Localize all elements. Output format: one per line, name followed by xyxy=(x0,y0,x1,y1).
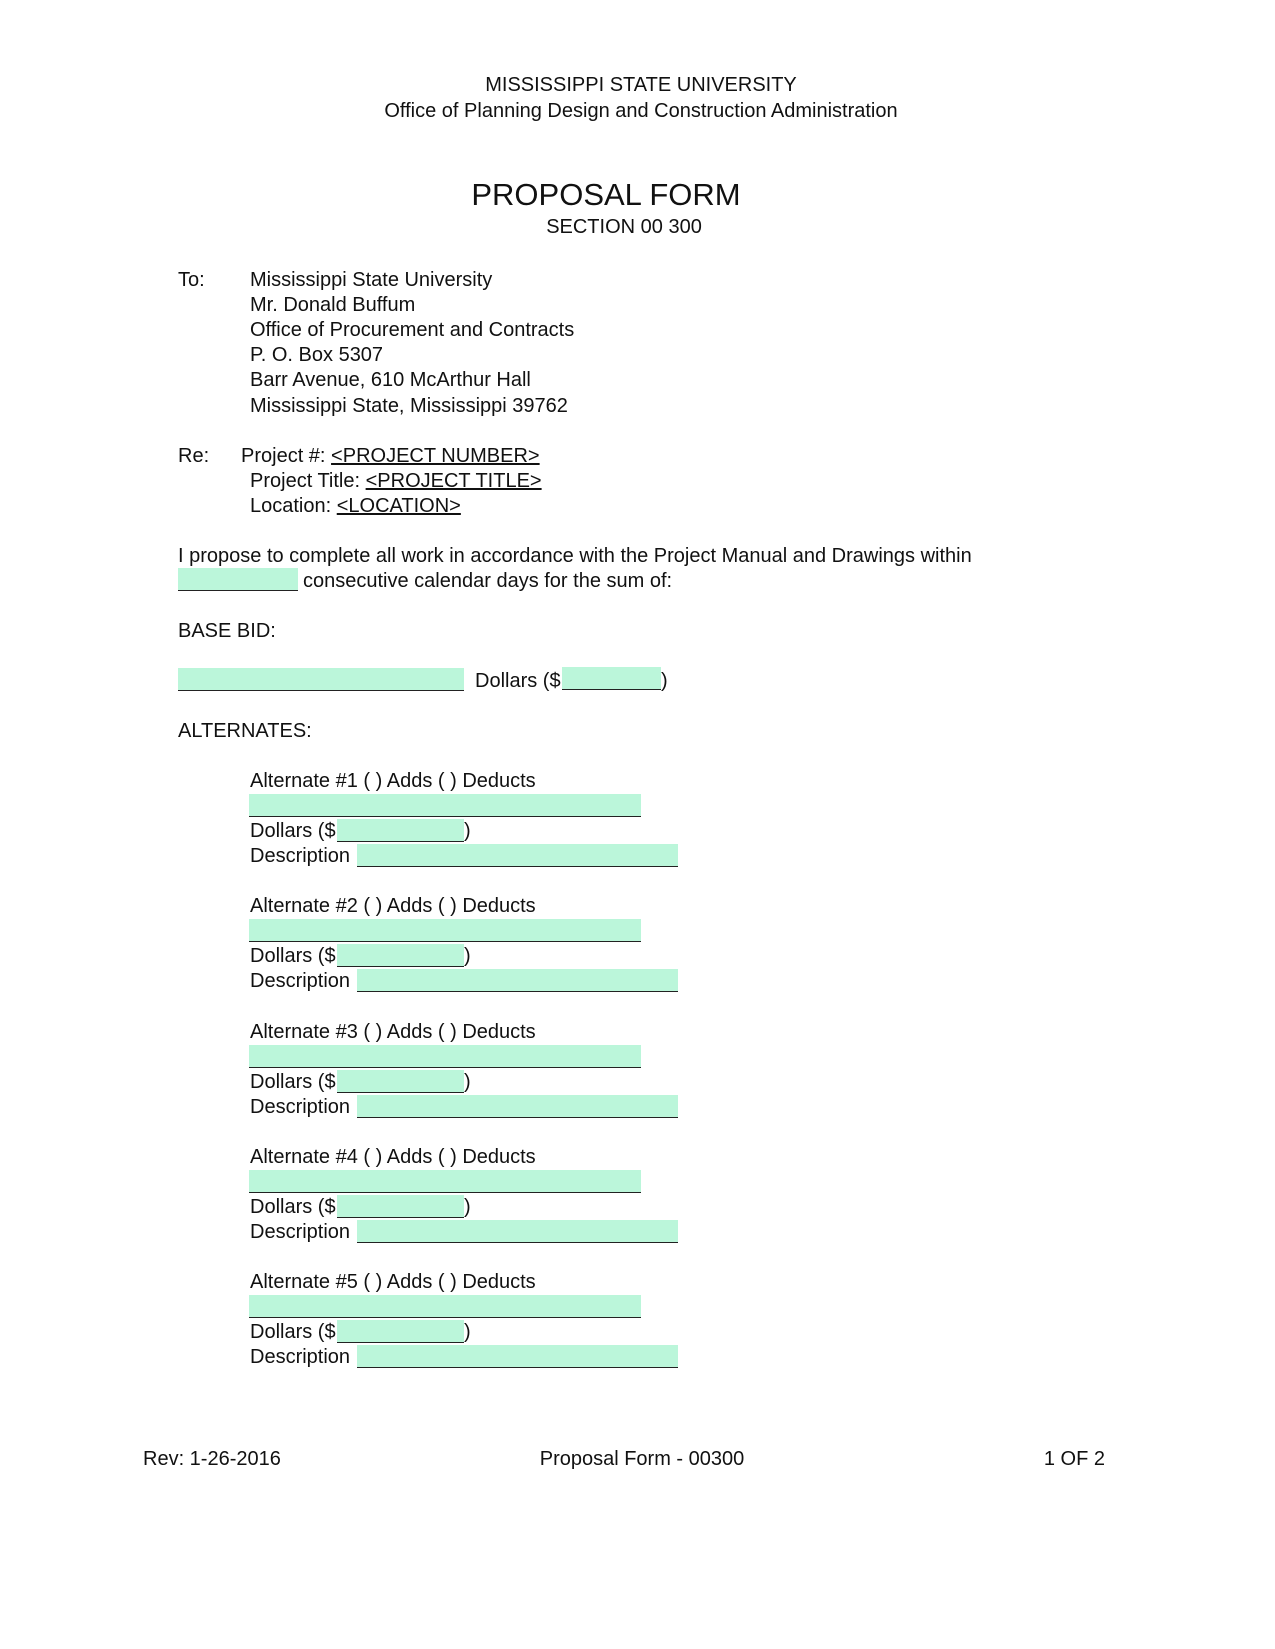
alternate-dollars-label: Dollars ($ xyxy=(250,1195,336,1218)
alternate-description-field[interactable] xyxy=(357,1345,678,1368)
alternate-dollars-field[interactable] xyxy=(337,819,464,842)
alternate-dollars-field[interactable] xyxy=(337,1320,464,1343)
alternate-description-field[interactable] xyxy=(357,969,678,992)
alternate-2 xyxy=(0,894,1275,1019)
project-number-line xyxy=(241,444,540,468)
project-title-line xyxy=(250,469,542,493)
paren: ) xyxy=(464,1070,471,1093)
section-number: SECTION 00 300 xyxy=(546,216,702,238)
alternate-description-field[interactable] xyxy=(357,1220,678,1243)
paren: ) xyxy=(464,1195,471,1218)
alternates-label: ALTERNATES: xyxy=(178,720,312,742)
project-title: <PROJECT TITLE> xyxy=(365,470,542,492)
paren: ) xyxy=(464,820,471,842)
alternate-dollars-label: Dollars ($ xyxy=(250,1321,336,1344)
page-title: PROPOSAL FORM xyxy=(471,177,741,212)
alternate-4 xyxy=(0,1145,1275,1270)
alternate-amount-words-field[interactable] xyxy=(249,919,641,942)
alternate-dollars-label: Dollars ($ xyxy=(250,945,336,968)
alternate-dollars-field[interactable] xyxy=(337,944,464,967)
alternate-dollars-field[interactable] xyxy=(337,1070,464,1093)
to-label: To: xyxy=(178,269,205,291)
alternate-description-field[interactable] xyxy=(357,1095,678,1118)
alternate-amount-words-field[interactable] xyxy=(249,1045,641,1068)
alternate-5 xyxy=(0,1270,1275,1395)
alternate-description-label: Description xyxy=(250,1220,351,1243)
alternate-dollars-field[interactable] xyxy=(337,1195,464,1218)
to-line: Office of Procurement and Contracts xyxy=(250,319,575,341)
alternate-amount-words-field[interactable] xyxy=(249,794,641,817)
base-bid-label: BASE BID: xyxy=(178,620,276,642)
alternate-title: Alternate #5 ( ) Adds ( ) Deducts xyxy=(250,1271,536,1294)
to-line: Mississippi State University xyxy=(250,269,493,291)
alternate-amount-words-field[interactable] xyxy=(249,1170,641,1193)
footer-page-number: 1 OF 2 xyxy=(1043,1448,1105,1470)
paren: ) xyxy=(464,945,471,968)
location-label: Location: xyxy=(250,495,337,517)
alternate-description-label: Description xyxy=(250,1095,351,1118)
alternate-title: Alternate #3 ( ) Adds ( ) Deducts xyxy=(250,1020,536,1043)
paren: ) xyxy=(661,670,668,692)
alternate-1 xyxy=(0,769,1275,894)
to-line: Barr Avenue, 610 McArthur Hall xyxy=(250,369,531,391)
office-name: Office of Planning Design and Construction Administration xyxy=(384,100,898,122)
base-bid-words-field[interactable] xyxy=(178,668,464,691)
university-name: MISSISSIPPI STATE UNIVERSITY xyxy=(485,74,797,96)
alternate-title: Alternate #1 ( ) Adds ( ) Deducts xyxy=(250,770,536,792)
alternate-dollars-label: Dollars ($ xyxy=(250,820,336,842)
alternate-description-label: Description xyxy=(250,845,351,867)
base-bid-amount-field[interactable] xyxy=(562,667,661,690)
base-bid-dollars-label: Dollars ($ xyxy=(475,670,561,692)
alternate-amount-words-field[interactable] xyxy=(249,1295,641,1318)
footer-title: Proposal Form - 00300 xyxy=(539,1448,745,1470)
to-line: P. O. Box 5307 xyxy=(250,344,384,366)
alternate-description-label: Description xyxy=(250,970,351,993)
project-title-label: Project Title: xyxy=(250,470,366,492)
alternate-3 xyxy=(0,1020,1275,1145)
paren: ) xyxy=(464,1321,471,1344)
to-line: Mr. Donald Buffum xyxy=(250,294,416,316)
alternate-dollars-label: Dollars ($ xyxy=(250,1070,336,1093)
footer-revision: Rev: 1-26-2016 xyxy=(143,1448,281,1470)
calendar-days-field[interactable] xyxy=(178,568,298,591)
proposal-text: I propose to complete all work in accordance with the Project Manual and Drawings within xyxy=(178,545,972,567)
to-line: Mississippi State, Mississippi 39762 xyxy=(250,395,568,417)
project-number-label: Project #: xyxy=(241,445,332,467)
alternate-title: Alternate #4 ( ) Adds ( ) Deducts xyxy=(250,1145,536,1168)
alternate-title: Alternate #2 ( ) Adds ( ) Deducts xyxy=(250,895,536,918)
location-line xyxy=(250,494,461,518)
alternate-description-field[interactable] xyxy=(357,844,678,867)
location: <LOCATION> xyxy=(336,495,461,517)
alternate-description-label: Description xyxy=(250,1346,351,1369)
proposal-text-2: consecutive calendar days for the sum of: xyxy=(303,570,673,592)
project-number: <PROJECT NUMBER> xyxy=(331,445,540,467)
re-label: Re: xyxy=(178,445,210,467)
